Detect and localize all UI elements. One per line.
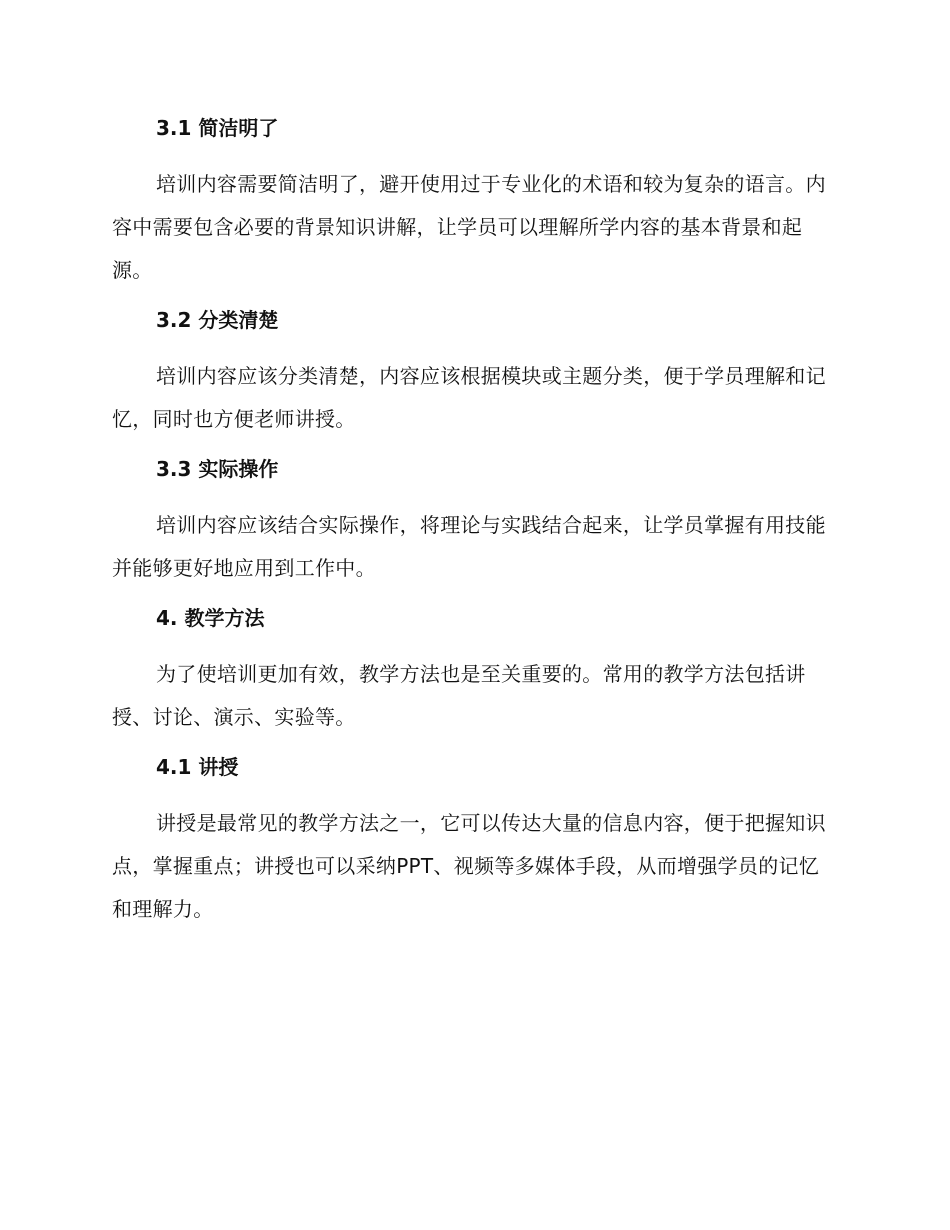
section-paragraph-3-3: 培训内容应该结合实际操作，将理论与实践结合起来，让学员掌握有用技能并能够更好地应用到工作中。	[112, 513, 826, 580]
section-heading-4-1: 4.1 讲授	[156, 755, 239, 779]
section-paragraph-4: 为了使培训更加有效，教学方法也是至关重要的。常用的教学方法包括讲授、讨论、演示、实验等。	[112, 662, 806, 729]
section-paragraph-4-1: 讲授是最常见的教学方法之一，它可以传达大量的信息内容，便于把握知识点，掌握重点；讲授也可以采纳PPT、视频等多媒体手段，从而增强学员的记忆和理解力。	[112, 811, 826, 921]
section-heading-4: 4. 教学方法	[156, 606, 265, 630]
section-paragraph-3-1: 培训内容需要简洁明了，避开使用过于专业化的术语和较为复杂的语言。内容中需要包含必要的背景知识讲解，让学员可以理解所学内容的基本背景和起源。	[112, 172, 826, 282]
section-heading-3-1: 3.1 简洁明了	[156, 116, 279, 140]
section-paragraph-3-2: 培训内容应该分类清楚，内容应该根据模块或主题分类，便于学员理解和记忆，同时也方便老师讲授。	[112, 364, 826, 431]
section-heading-3-2: 3.2 分类清楚	[156, 308, 279, 332]
section-heading-3-3: 3.3 实际操作	[156, 457, 279, 481]
document-body	[112, 112, 832, 931]
